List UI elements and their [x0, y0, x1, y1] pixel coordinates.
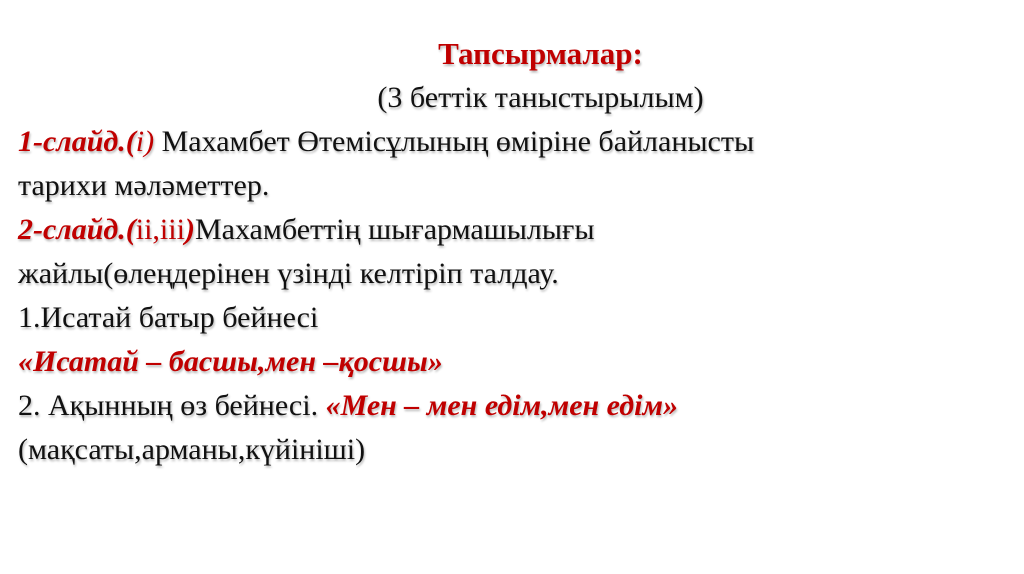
item1-label: 1-слайд.( — [18, 125, 136, 158]
point2-text: 2. Ақынның өз бейнесі. — [18, 389, 326, 422]
point1-text: 1.Исатай батыр бейнесі — [18, 301, 319, 334]
item1-text-line1: Махамбет Өтемісұлының өміріне байланысты — [154, 125, 755, 158]
point1-quote: «Исатай – басшы,мен –қосшы» — [18, 345, 443, 378]
item2-label: 2-слайд.( — [18, 213, 136, 246]
item2-text-line2: жайлы(өлеңдерінен үзінді келтіріп талдау. — [18, 257, 559, 290]
item1-roman: i) — [135, 125, 155, 158]
slide-content — [18, 32, 1008, 472]
point2-quote: «Мен – мен едім,мен едім» — [325, 389, 679, 422]
item2-roman: ii,iii — [135, 213, 185, 246]
item2-line1 — [18, 208, 1008, 252]
point2-note: (мақсаты,арманы,күйініші) — [18, 433, 366, 466]
point2-line — [18, 384, 1008, 428]
item1-text-line2: тарихи мәләметтер. — [18, 169, 270, 202]
item1-line1 — [18, 120, 1008, 164]
slide-subtitle: (3 беттік таныстырылым) — [377, 81, 704, 114]
slide-title: Тапсырмалар: — [438, 36, 643, 71]
item2-text-line1: Махамбеттің шығармашылығы — [194, 213, 595, 246]
item2-close: ) — [184, 213, 195, 246]
